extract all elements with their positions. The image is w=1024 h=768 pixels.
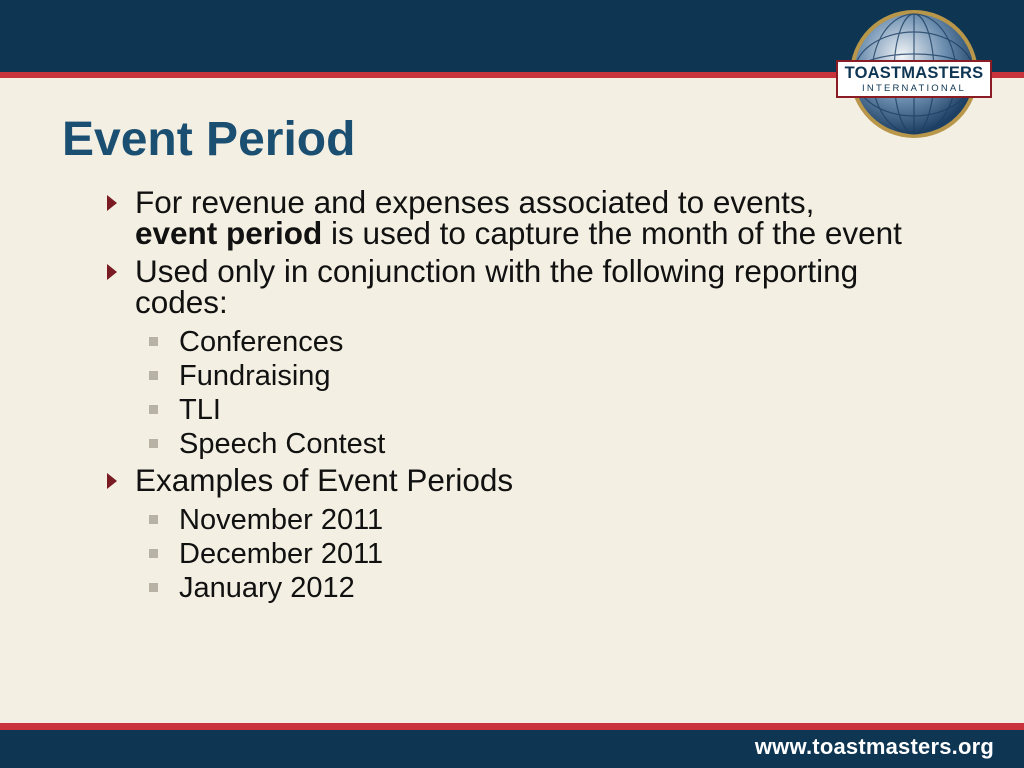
footer-url[interactable]: www.toastmasters.org [754,734,994,759]
toastmasters-logo [836,8,992,144]
bullet-bold-term: event period [135,215,323,251]
sub-bullet-text: December 2011 [179,538,384,570]
sub-bullet-item [105,325,925,359]
triangle-bullet-icon [107,473,117,489]
logo-name: TOASTMASTERS [844,64,984,82]
sub-bullet-text: November 2011 [179,504,384,536]
bullet-text: For revenue and expenses associated to events, [135,184,815,220]
square-bullet-icon [149,549,158,558]
triangle-bullet-icon [107,264,117,280]
bullet-item [105,462,925,498]
bullet-text: Examples of Event Periods [135,462,514,498]
footer-red-stripe [0,723,1024,730]
triangle-bullet-icon [107,195,117,211]
square-bullet-icon [149,371,158,380]
sub-bullet-item [105,427,925,461]
sub-bullet-list [105,325,925,461]
sub-bullet-list [105,503,925,605]
sub-bullet-item [105,537,925,571]
slide-title: Event Period [62,113,356,166]
logo-subtitle: INTERNATIONAL [862,82,966,94]
sub-bullet-text: January 2012 [179,572,355,604]
square-bullet-icon [149,337,158,346]
bullet-text: is used to capture the month of the event [322,215,902,251]
sub-bullet-item [105,359,925,393]
bullet-item [105,253,925,320]
sub-bullet-text: TLI [179,394,221,426]
square-bullet-icon [149,405,158,414]
bullet-item [105,184,925,251]
logo-banner [836,60,992,98]
sub-bullet-text: Speech Contest [179,428,386,460]
sub-bullet-text: Fundraising [179,360,331,392]
square-bullet-icon [149,439,158,448]
square-bullet-icon [149,583,158,592]
bullet-text: Used only in conjunction with the following reporting codes: [135,253,859,320]
sub-bullet-text: Conferences [179,326,344,358]
sub-bullet-item [105,571,925,605]
sub-bullet-item [105,393,925,427]
bullet-list [105,184,925,609]
sub-bullet-item [105,503,925,537]
square-bullet-icon [149,515,158,524]
